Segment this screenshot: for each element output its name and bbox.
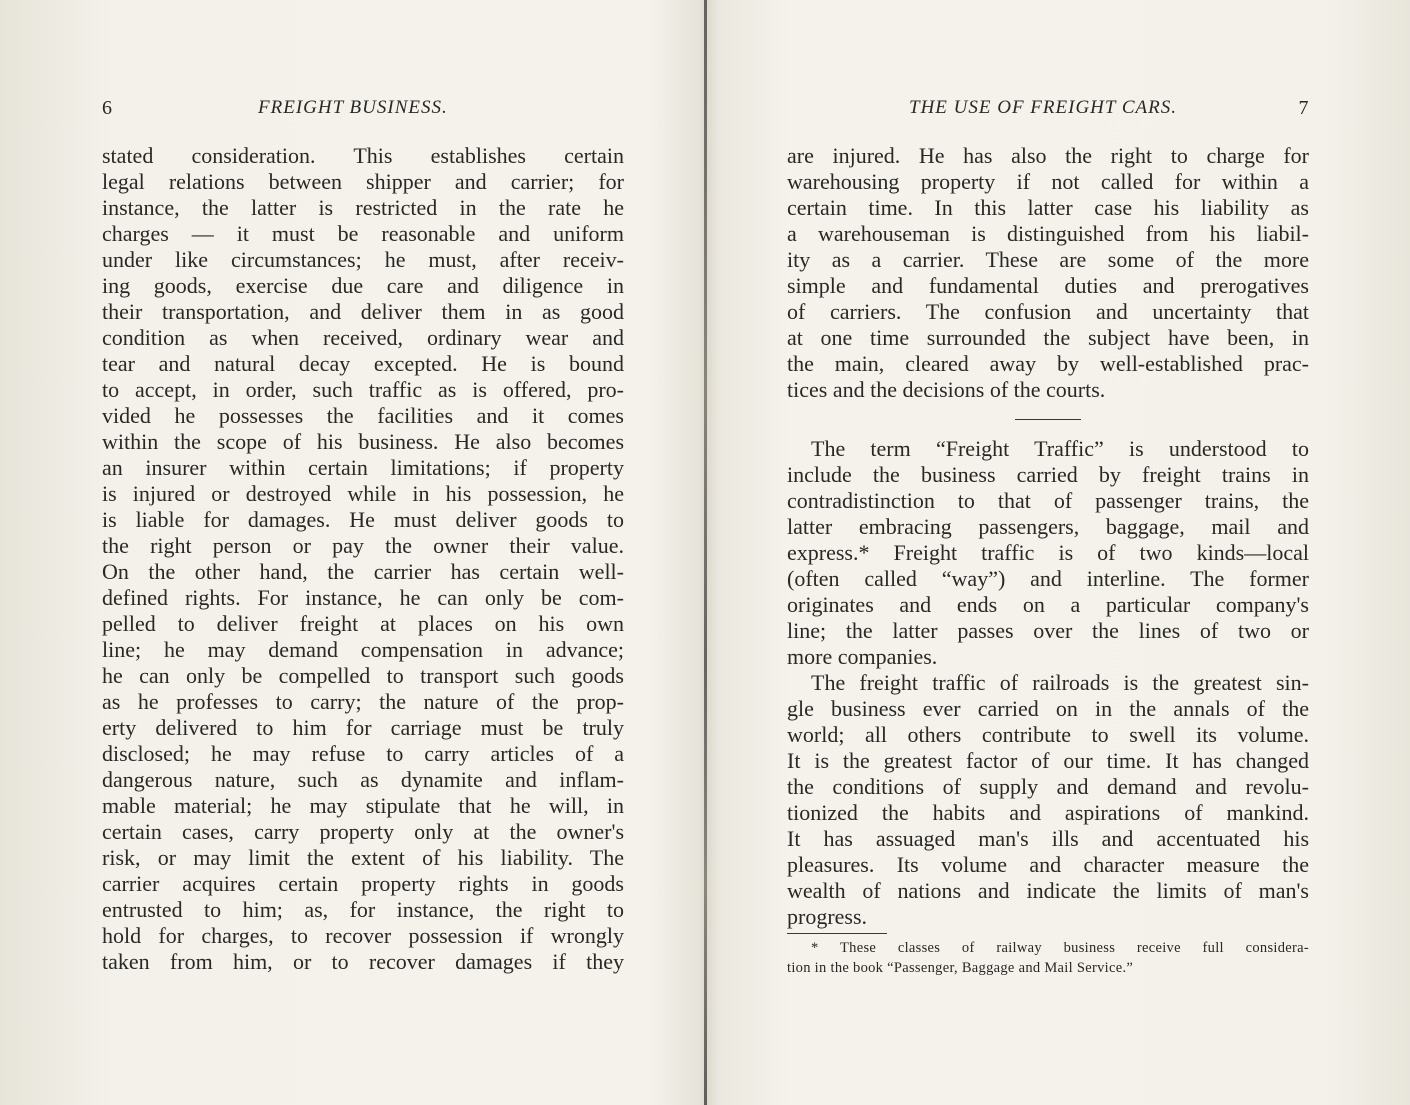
text-line: condition as when received, ordinary wear and xyxy=(102,325,624,350)
text-line: legal relations between shipper and carrier; for xyxy=(102,169,624,194)
book-gutter xyxy=(704,0,707,1105)
text-line: world; all others contribute to swell its volume. xyxy=(787,722,1309,747)
text-line: express.* Freight traffic is of two kinds—local xyxy=(787,540,1309,565)
text-line: It is the greatest factor of our time. It has changed xyxy=(787,748,1309,773)
text-line: he can only be compelled to transport such goods xyxy=(102,663,624,688)
footnote-line: tion in the book “Passenger, Baggage and Mail Service.” xyxy=(787,960,1134,976)
text-line: is injured or destroyed while in his possession, he xyxy=(102,481,624,506)
text-line: risk, or may limit the extent of his liability. The xyxy=(102,845,624,870)
text-line: under like circumstances; he must, after receiv- xyxy=(102,247,624,272)
text-line: include the business carried by freight trains in xyxy=(787,462,1309,487)
text-line: the right person or pay the owner their value. xyxy=(102,533,624,558)
text-line: hold for charges, to recover possession if wrongly xyxy=(102,923,624,948)
text-line: contradistinction to that of passenger trains, the xyxy=(787,488,1309,513)
text-line: of carriers. The confusion and uncertainty that xyxy=(787,299,1309,324)
text-line: ing goods, exercise due care and diligence in xyxy=(102,273,624,298)
text-line: tionized the habits and aspirations of mankind. xyxy=(787,800,1309,825)
text-line: taken from him, or to recover damages if they xyxy=(102,949,624,974)
text-line: ity as a carrier. These are some of the more xyxy=(787,247,1309,272)
left-page xyxy=(102,0,624,1105)
text-line: more companies. xyxy=(787,644,938,669)
text-line: charges — it must be reasonable and uniform xyxy=(102,221,624,246)
paragraph-greatest-business xyxy=(787,670,1309,930)
footnote-line: * These classes of railway business receive full considera- xyxy=(811,940,1309,956)
text-line: pleasures. Its volume and character measure the xyxy=(787,852,1309,877)
text-line: vided he possesses the facilities and it comes xyxy=(102,403,624,428)
text-line: a warehouseman is distinguished from his liabil- xyxy=(787,221,1309,246)
right-running-head xyxy=(787,97,1309,123)
text-line: progress. xyxy=(787,904,868,929)
text-line: line; the latter passes over the lines of two or xyxy=(787,618,1309,643)
section-divider xyxy=(1015,419,1081,420)
text-line: certain time. In this latter case his liability as xyxy=(787,195,1309,220)
text-line: tices and the decisions of the courts. xyxy=(787,377,1106,402)
right-page-number: 7 xyxy=(1298,97,1309,119)
text-line: wealth of nations and indicate the limits of man's xyxy=(787,878,1309,903)
text-line: The term “Freight Traffic” is understood to xyxy=(811,436,1309,461)
text-line: stated consideration. This establishes certain xyxy=(102,143,624,168)
text-line: erty delivered to him for carriage must be truly xyxy=(102,715,624,740)
text-line: certain cases, carry property only at the owner's xyxy=(102,819,624,844)
text-line: instance, the latter is restricted in the rate he xyxy=(102,195,624,220)
text-line: defined rights. For instance, he can only be com- xyxy=(102,585,624,610)
right-page xyxy=(787,0,1309,1105)
text-line: warehousing property if not called for within a xyxy=(787,169,1309,194)
text-line: their transportation, and deliver them in as good xyxy=(102,299,624,324)
footnote-rule xyxy=(787,933,887,934)
text-line: at one time surrounded the subject have been, in xyxy=(787,325,1309,350)
text-line: line; he may demand compensation in advance; xyxy=(102,637,624,662)
text-line: carrier acquires certain property rights in goods xyxy=(102,871,624,896)
text-line: is liable for damages. He must deliver goods to xyxy=(102,507,624,532)
text-line: simple and fundamental duties and prerogatives xyxy=(787,273,1309,298)
text-line: dangerous nature, such as dynamite and inflam- xyxy=(102,767,624,792)
right-running-title: THE USE OF FREIGHT CARS. xyxy=(909,97,1177,118)
text-line: On the other hand, the carrier has certain well- xyxy=(102,559,624,584)
text-line: entrusted to him; as, for instance, the right to xyxy=(102,897,624,922)
text-line: pelled to deliver freight at places on his own xyxy=(102,611,624,636)
text-line: are injured. He has also the right to charge for xyxy=(787,143,1309,168)
text-line: within the scope of his business. He also becomes xyxy=(102,429,624,454)
text-line: tear and natural decay excepted. He is bound xyxy=(102,351,624,376)
text-line: latter embracing passengers, baggage, mail and xyxy=(787,514,1309,539)
text-line: an insurer within certain limitations; if property xyxy=(102,455,624,480)
text-line: mable material; he may stipulate that he will, in xyxy=(102,793,624,818)
text-line: disclosed; he may refuse to carry articles of a xyxy=(102,741,624,766)
text-line: gle business ever carried on in the annals of the xyxy=(787,696,1309,721)
text-line: (often called “way”) and interline. The former xyxy=(787,566,1309,591)
text-line: The freight traffic of railroads is the greatest sin- xyxy=(811,670,1309,695)
right-body-text xyxy=(787,143,1309,978)
paragraph-continuation xyxy=(787,143,1309,403)
text-line: as he professes to carry; the nature of the prop- xyxy=(102,689,624,714)
left-body-text xyxy=(102,143,624,975)
left-running-title: FREIGHT BUSINESS. xyxy=(258,97,448,118)
text-line: It has assuaged man's ills and accentuated his xyxy=(787,826,1309,851)
paragraph-freight-traffic xyxy=(787,436,1309,670)
footnote xyxy=(787,938,1309,978)
text-line: originates and ends on a particular company's xyxy=(787,592,1309,617)
text-line: to accept, in order, such traffic as is offered, pro- xyxy=(102,377,624,402)
text-line: the conditions of supply and demand and revolu- xyxy=(787,774,1309,799)
left-running-head xyxy=(102,97,624,123)
left-page-number: 6 xyxy=(102,97,113,119)
text-line: the main, cleared away by well-established prac- xyxy=(787,351,1309,376)
